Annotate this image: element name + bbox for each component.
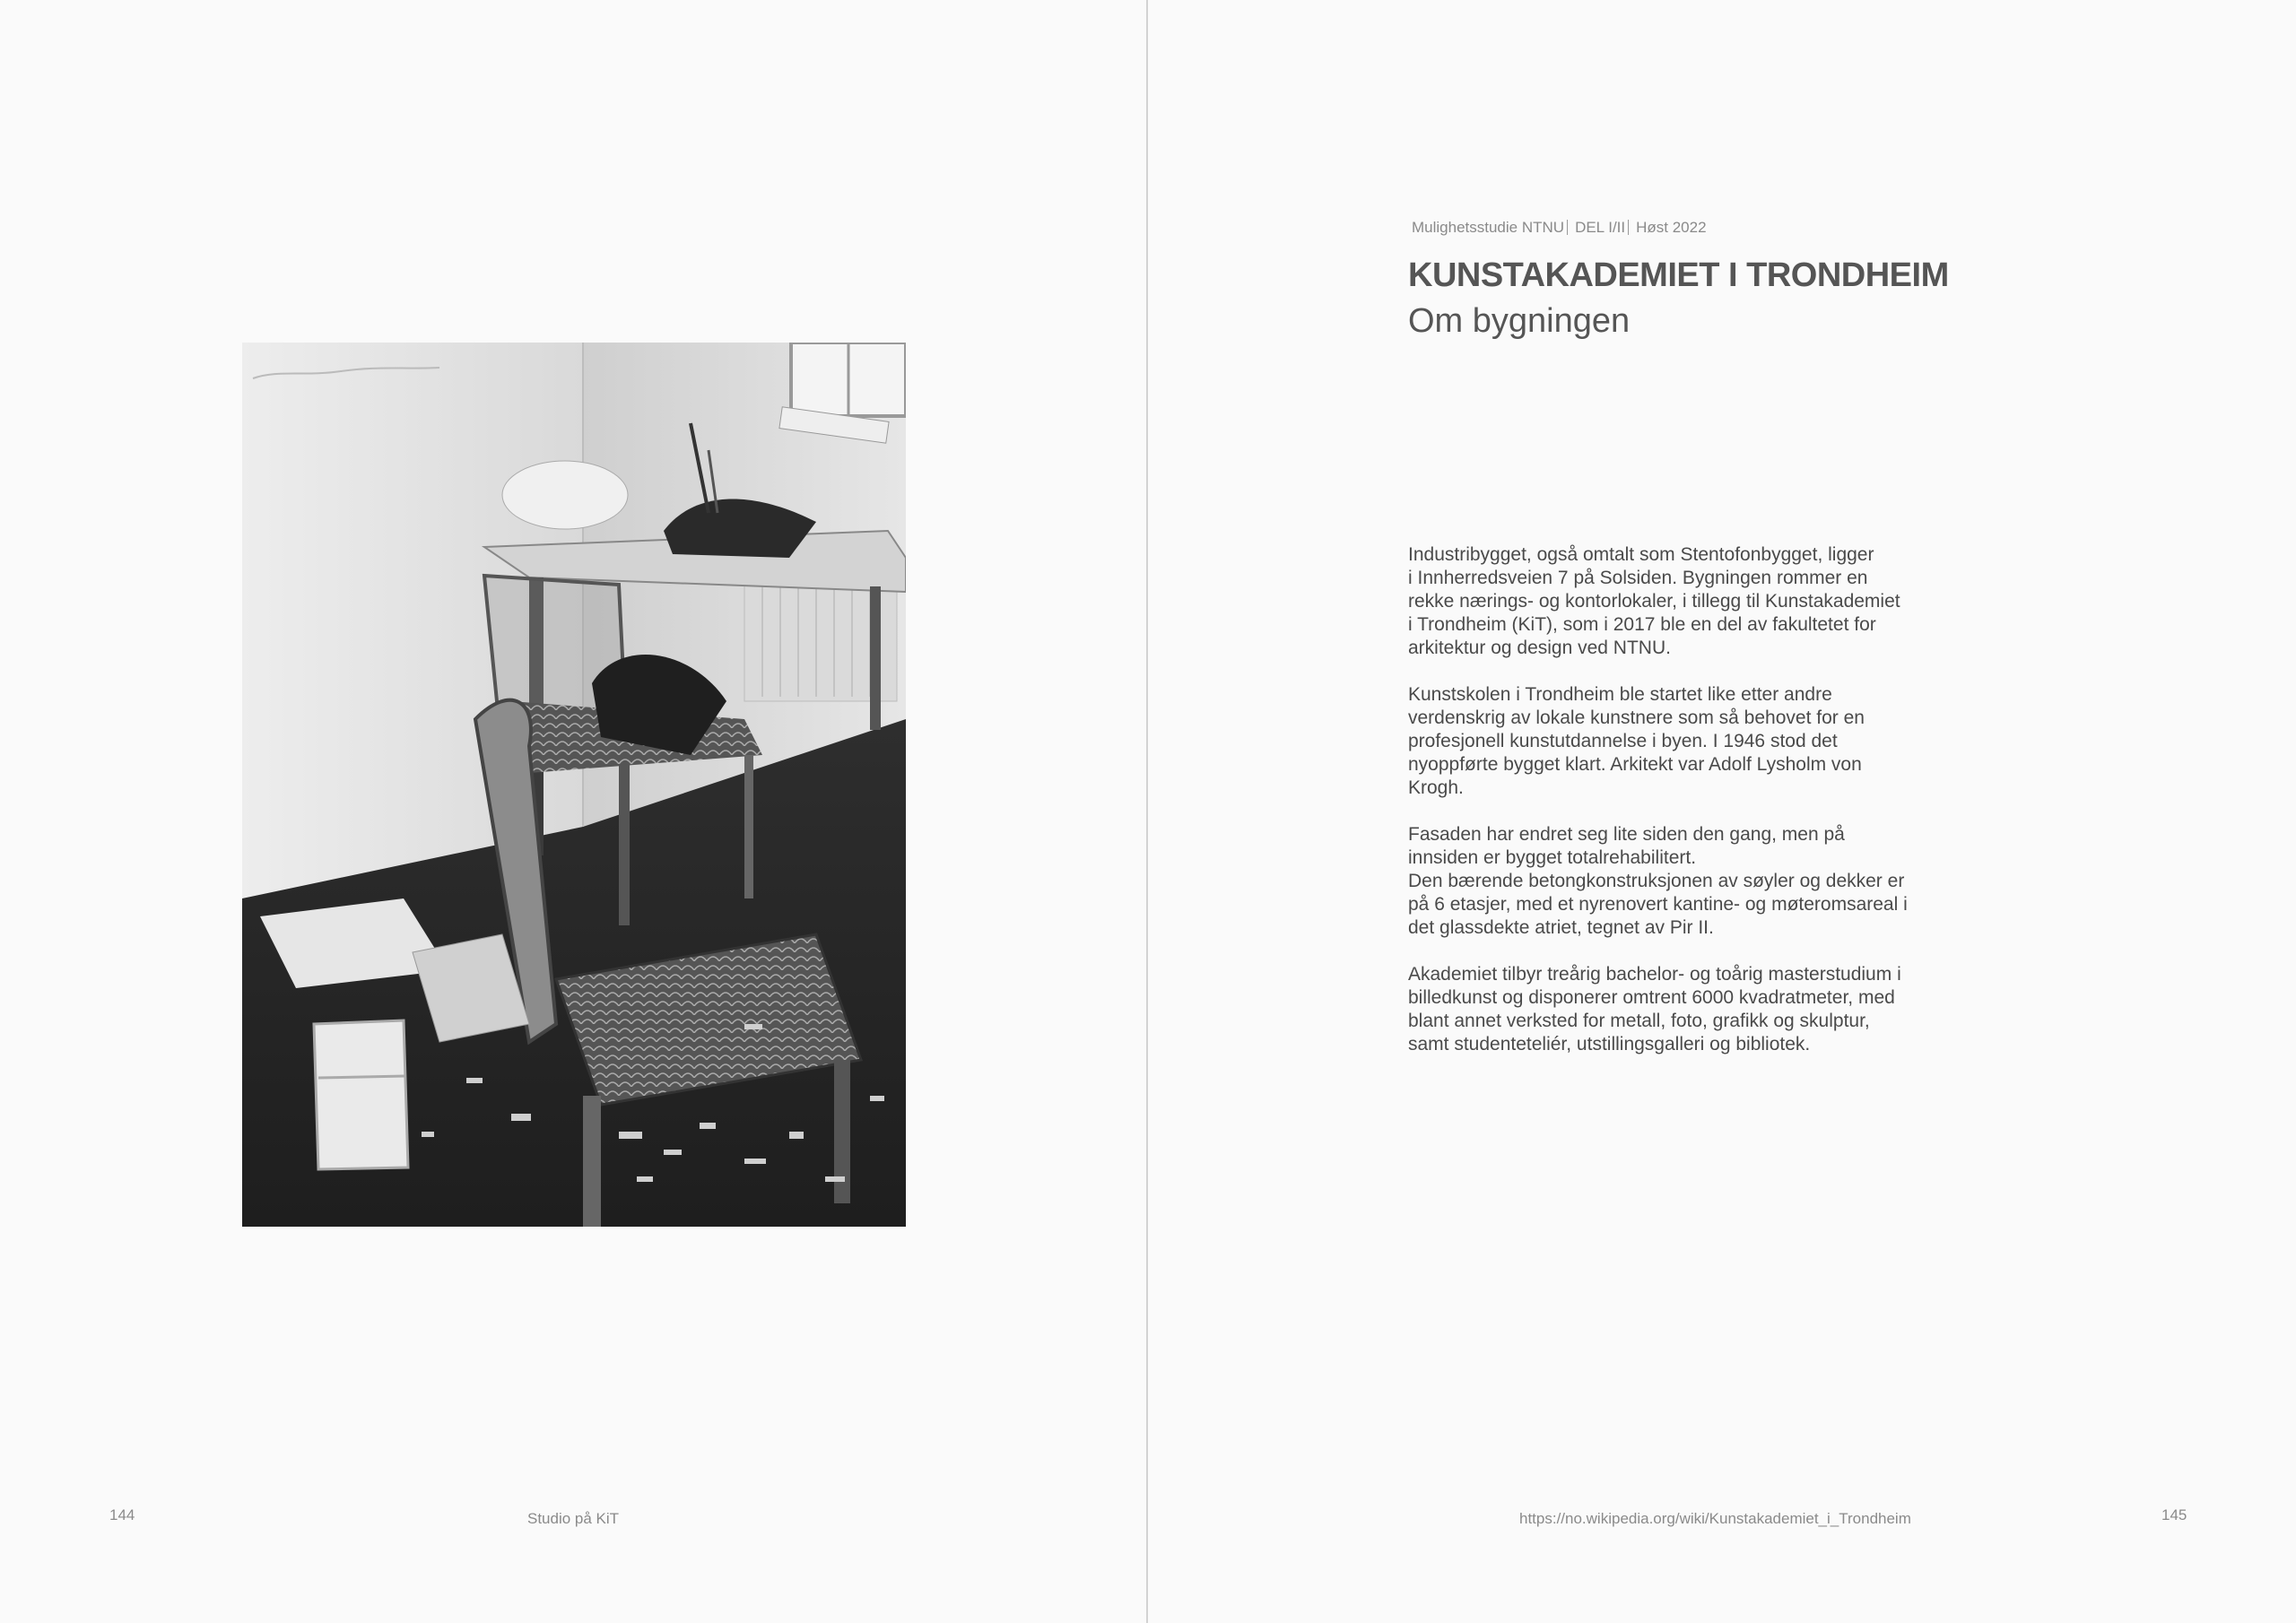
page-title: KUNSTAKADEMIET I TRONDHEIM — [1408, 256, 1949, 294]
page-number: 145 — [2161, 1506, 2187, 1523]
text-line: Industribygget, også omtalt som Stentofonbygget, ligger — [1408, 544, 1874, 565]
paragraph-4 — [1408, 963, 1946, 1056]
text-line: Kunstskolen i Trondheim ble startet like etter andre — [1408, 684, 1832, 705]
text-line: Akademiet tilbyr treårig bachelor- og toårig masterstudium i — [1408, 964, 1901, 985]
left-page — [0, 0, 1146, 1623]
running-head-study: Mulighetsstudie NTNU — [1412, 219, 1565, 236]
text-line: blant annet verksted for metall, foto, grafikk og skulptur, — [1408, 1011, 1870, 1031]
photo-caption: Studio på KiT — [527, 1510, 620, 1527]
text-line: på 6 etasjer, med et nyrenovert kantine- og møteromsareal i — [1408, 894, 1908, 915]
text-line: Krogh. — [1408, 777, 1464, 798]
text-line: det glassdekte atriet, tegnet av Pir II. — [1408, 917, 1714, 938]
text-line: i Innherredsveien 7 på Solsiden. Bygningen rommer en — [1408, 568, 1868, 588]
book-spine — [1146, 0, 1148, 1623]
text-line: Den bærende betongkonstruksjonen av søyler og dekker er — [1408, 871, 1905, 891]
page-number: 144 — [109, 1506, 135, 1523]
page-subtitle: Om bygningen — [1408, 302, 1631, 340]
source-link[interactable]: https://no.wikipedia.org/wiki/Kunstakademiet_i_Trondheim — [1519, 1510, 1911, 1527]
text-line: nyoppførte bygget klart. Arkitekt var Adolf Lysholm von — [1408, 754, 1862, 775]
paragraph-2 — [1408, 683, 1946, 800]
running-head — [1412, 219, 1707, 237]
running-head-part: DEL I/II — [1575, 219, 1626, 236]
text-line: i Trondheim (KiT), som i 2017 ble en del av fakultetet for — [1408, 614, 1876, 635]
text-line: innsiden er bygget totalrehabilitert. — [1408, 847, 1697, 868]
paragraph-3 — [1408, 823, 1946, 940]
studio-photo — [242, 343, 906, 1227]
running-head-term: Høst 2022 — [1636, 219, 1707, 236]
text-line: samt studenteteliér, utstillingsgalleri og bibliotek. — [1408, 1034, 1811, 1055]
running-head-divider — [1567, 220, 1568, 235]
text-line: rekke nærings- og kontorlokaler, i tillegg til Kunstakademiet — [1408, 591, 1900, 612]
running-head-divider — [1628, 220, 1629, 235]
text-line: billedkunst og disponerer omtrent 6000 kvadratmeter, med — [1408, 987, 1895, 1008]
paragraph-1 — [1408, 543, 1946, 660]
text-line: arkitektur og design ved NTNU. — [1408, 638, 1671, 658]
text-line: verdenskrig av lokale kunstnere som så behovet for en — [1408, 707, 1865, 728]
text-line: Fasaden har endret seg lite siden den gang, men på — [1408, 824, 1845, 845]
body-text — [1408, 543, 1946, 1080]
text-line: profesjonell kunstutdannelse i byen. I 1946 stod det — [1408, 731, 1838, 751]
